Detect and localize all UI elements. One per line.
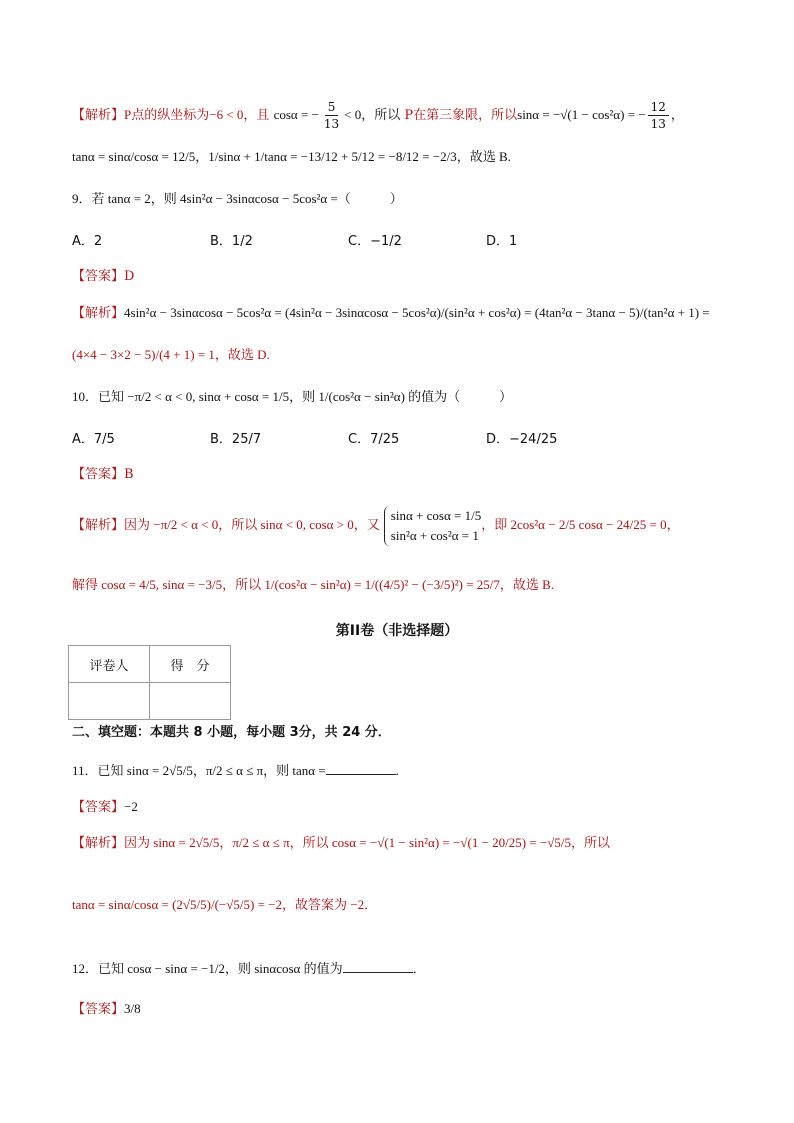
- q8-ineq: < 0，所以: [344, 107, 401, 122]
- q9-answer: 【答案】D: [72, 269, 135, 284]
- answer-blank[interactable]: [326, 760, 396, 775]
- q9-analysis-2: (4×4 − 3×2 − 5)/(4 + 1) = 1，故选 D.: [72, 347, 270, 362]
- q11-answer: 【答案】−2: [72, 799, 138, 815]
- q10-stem: 10．已知 −π/2 < α < 0, sinα + cosα = 1/5，则 1/(cos²α − sin²α) 的值为（ ）: [72, 389, 513, 404]
- grader-header: 评卷人: [69, 646, 150, 683]
- frac-5-13: $\frac{5}{13}$: [323, 100, 340, 131]
- score-table: [68, 645, 231, 720]
- score-header: 得 分: [150, 646, 231, 683]
- q10-analysis-1: 【解析】因为 −π/2 < α < 0，所以 sinα < 0, cosα > 0，又sinα + cosα = 1/5 sin²α + cos²α = 1，即 2cos²α − 2/5 cosα − 24/25 = 0，: [72, 506, 738, 546]
- q11-answer-value: −2: [124, 799, 138, 814]
- q12-answer-value: 3/8: [124, 1001, 141, 1016]
- q9-option-a[interactable]: A．2: [72, 234, 103, 249]
- q10-option-c[interactable]: C．7/25: [348, 432, 400, 447]
- q10-analysis-2: 解得 cosα = 4/5, sinα = −3/5，所以 1/(cos²α − sin²α) = 1/((4/5)² − (−3/5)²) = 25/7，故选 B.: [72, 577, 555, 592]
- score-cell[interactable]: [150, 683, 231, 720]
- q8-sin-expr: sinα = −√(1 − cos²α) = −: [517, 107, 646, 122]
- fill-in-heading: 二、填空题：本题共 8 小题，每小题 3分，共 24 分．: [72, 725, 391, 740]
- q11-analysis-2: tanα = sinα/cosα = (2√5/5)/(−√5/5) = −2，故答案为 −2．: [72, 897, 378, 912]
- q9-analysis-1: 【解析】4sin²α − 3sinαcosα − 5cos²α = (4sin²α − 3sinαcosα − 5cos²α)/(sin²α + cos²α) = (4tan²α − 3tanα − 5)/(tan²α + 1) =: [72, 305, 710, 321]
- q9-analysis-1-text: 4sin²α − 3sinαcosα − 5cos²α = (4sin²α − 3sinαcosα − 5cos²α)/(sin²α + cos²α) = (4tan²α − 3tanα − 5)/(tan²α + 1) =: [124, 305, 710, 320]
- q10-answer: 【答案】B: [72, 467, 134, 482]
- answer-blank[interactable]: [343, 958, 413, 973]
- q8-cos-expr: cosα = −: [273, 107, 319, 122]
- equation-system: sinα + cosα = 1/5 sin²α + cos²α = 1: [384, 506, 481, 546]
- q10-option-a[interactable]: A．7/5: [72, 432, 115, 447]
- q8-analysis-line1: 【解析】P点的纵坐标为−6 < 0，且 cosα = − $\frac{5}{13}$ < 0，所以 P在第三象限，所以sinα = −√(1 − cos²α) = − $\frac{12}{13}$ ，: [72, 100, 684, 131]
- q9-stem: 9．若 tanα = 2，则 4sin²α − 3sinαcosα − 5cos²α =（ ）: [72, 191, 403, 206]
- q12-stem: 12．已知 cosα − sinα = −1/2，则 sinαcosα 的值为 ．: [72, 958, 738, 980]
- section-title: 第II卷（非选择题）: [335, 623, 459, 639]
- q8-analysis-line2: tanα = sinα/cosα = 12/5，1/sinα + 1/tanα = −13/12 + 5/12 = −8/12 = −2/3，故选 B.: [72, 149, 511, 164]
- analysis-tag: 【解析】: [72, 108, 125, 123]
- q9-option-d[interactable]: D．1: [486, 234, 518, 249]
- q8-third-quadrant: P在第三象限，所以: [404, 108, 518, 123]
- frac-12-13: $\frac{12}{13}$: [648, 100, 669, 131]
- q9-answer-value: D: [124, 269, 135, 284]
- q10-option-d[interactable]: D．−24/25: [486, 432, 558, 447]
- q10-answer-value: B: [124, 467, 134, 482]
- q10-analysis-1-text: 因为 −π/2 < α < 0，所以 sinα < 0, cosα > 0，又: [124, 516, 380, 532]
- q11-analysis-1: 【解析】因为 sinα = 2√5/5，π/2 ≤ α ≤ π，所以 cosα = −√(1 − sin²α) = −√(1 − 20/25) = −√5/5，所以: [72, 835, 611, 851]
- q11-stem: 11．已知 sinα = 2√5/5，π/2 ≤ α ≤ π，则 tanα = .: [72, 760, 738, 782]
- grader-cell[interactable]: [69, 683, 150, 720]
- q9-option-b[interactable]: B．1/2: [210, 234, 253, 249]
- q12-answer: 【答案】3/8: [72, 1001, 141, 1017]
- q8-analysis-text-a: P点的纵坐标为−6 < 0，且: [124, 107, 270, 122]
- q10-option-b[interactable]: B．25/7: [210, 432, 262, 447]
- q9-option-c[interactable]: C．−1/2: [348, 234, 402, 249]
